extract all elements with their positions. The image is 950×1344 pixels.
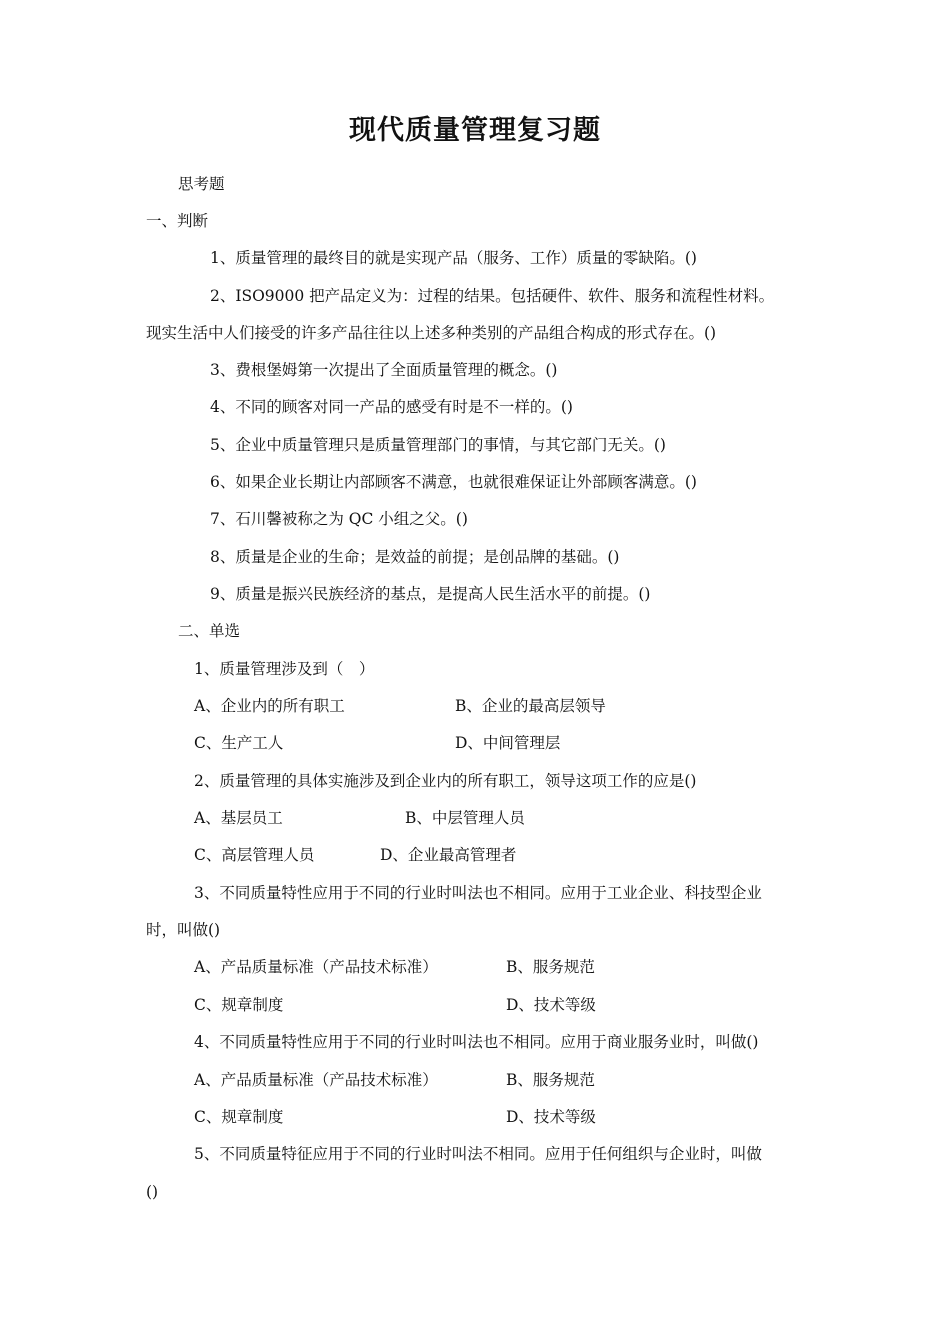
judge-item-2-cont: 现实生活中人们接受的许多产品往往以上述多种类别的产品组合构成的形式存在。(): [146, 324, 717, 342]
question-4-stem: 4、不同质量特性应用于不同的行业时叫法也不相同。应用于商业服务业时，叫做(): [194, 1033, 759, 1051]
judge-item-7: 7、石川馨被称之为 QC 小组之父。(): [210, 510, 468, 528]
judge-item-1: 1、质量管理的最终目的就是实现产品（服务、工作）质量的零缺陷。(): [210, 249, 697, 267]
question-2-option-b: B、中层管理人员: [405, 809, 525, 827]
question-3-option-d: D、技术等级: [506, 996, 596, 1014]
question-1-option-d: D、中间管理层: [455, 734, 561, 752]
document-title: 现代质量管理复习题: [349, 115, 601, 146]
judge-item-3: 3、费根堡姆第一次提出了全面质量管理的概念。(): [210, 361, 558, 379]
question-1-option-b: B、企业的最高层领导: [455, 697, 606, 715]
section-heading-judge: 一、判断: [146, 212, 209, 230]
question-3-option-c: C、规章制度: [194, 996, 284, 1014]
question-3-option-a: A、产品质量标准（产品技术标准）: [194, 958, 438, 976]
judge-item-9: 9、质量是振兴民族经济的基点，是提高人民生活水平的前提。(): [210, 585, 651, 603]
subtitle: 思考题: [178, 175, 225, 193]
question-4-option-a: A、产品质量标准（产品技术标准）: [194, 1071, 438, 1089]
question-3-stem: 3、不同质量特性应用于不同的行业时叫法也不相同。应用于工业企业、科技型企业: [194, 884, 762, 902]
question-5-stem-cont: (): [146, 1183, 159, 1201]
question-1-option-c: C、生产工人: [194, 734, 284, 752]
question-2-stem: 2、质量管理的具体实施涉及到企业内的所有职工，领导这项工作的应是(): [194, 772, 697, 790]
question-4-option-b: B、服务规范: [506, 1071, 595, 1089]
question-1-option-a: A、企业内的所有职工: [194, 697, 345, 715]
question-3-option-b: B、服务规范: [506, 958, 595, 976]
judge-item-6: 6、如果企业长期让内部顾客不满意，也就很难保证让外部顾客满意。(): [210, 473, 697, 491]
question-5-stem: 5、不同质量特征应用于不同的行业时叫法不相同。应用于任何组织与企业时，叫做: [194, 1145, 762, 1163]
judge-item-2: 2、ISO9000 把产品定义为：过程的结果。包括硬件、软件、服务和流程性材料。: [210, 287, 775, 305]
judge-item-5: 5、企业中质量管理只是质量管理部门的事情，与其它部门无关。(): [210, 436, 666, 454]
question-2-option-c: C、高层管理人员: [194, 846, 315, 864]
question-1-stem: 1、质量管理涉及到（ ）: [194, 660, 375, 678]
question-2-option-d: D、企业最高管理者: [380, 846, 517, 864]
judge-item-8: 8、质量是企业的生命；是效益的前提；是创品牌的基础。(): [210, 548, 620, 566]
question-2-option-a: A、基层员工: [194, 809, 283, 827]
question-4-option-c: C、规章制度: [194, 1108, 284, 1126]
question-3-stem-cont: 时，叫做(): [146, 921, 221, 939]
judge-item-4: 4、不同的顾客对同一产品的感受有时是不一样的。(): [210, 398, 573, 416]
question-4-option-d: D、技术等级: [506, 1108, 596, 1126]
section-heading-single: 二、单选: [178, 622, 241, 640]
